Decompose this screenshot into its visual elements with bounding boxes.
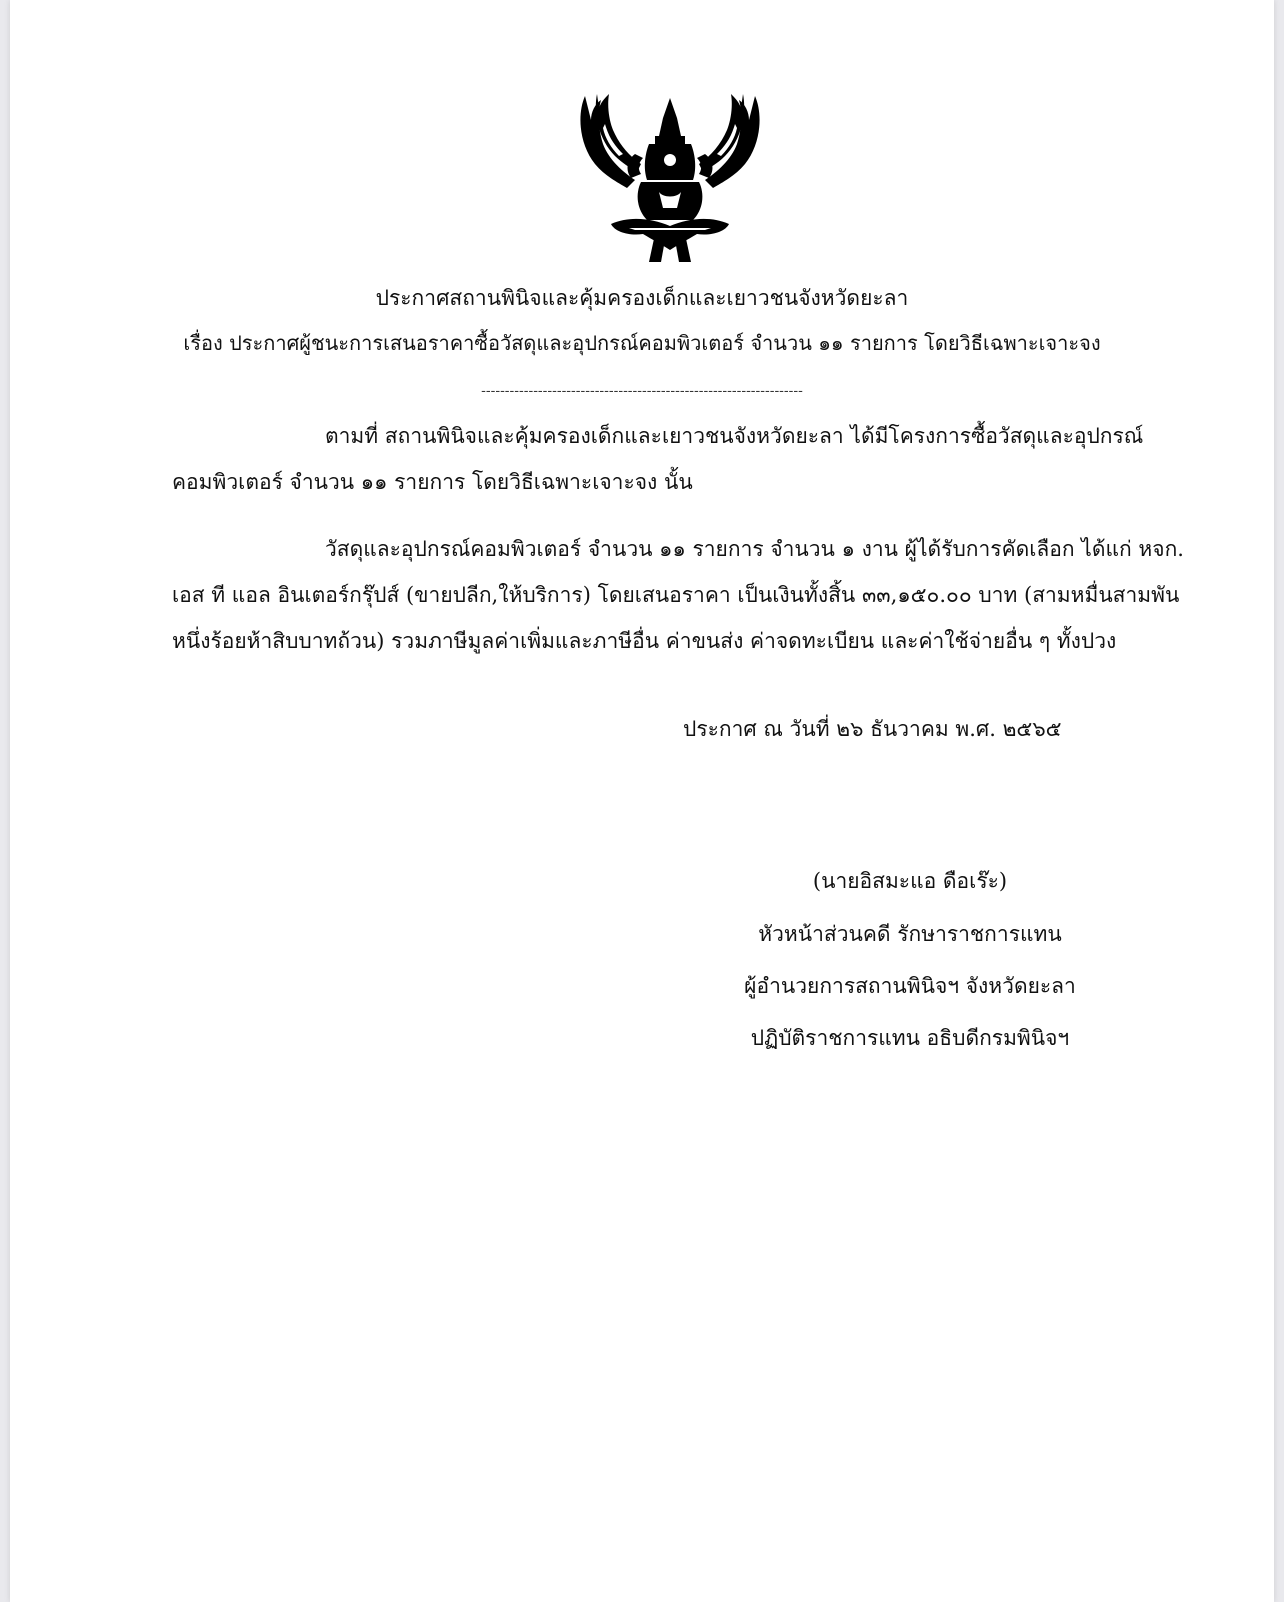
document-page bbox=[10, 0, 1274, 1602]
announcement-date: ประกาศ ณ วันที่ ๒๖ ธันวาคม พ.ศ. ๒๕๖๕ bbox=[683, 717, 1062, 741]
paragraph2-line1: วัสดุและอุปกรณ์คอมพิวเตอร์ จำนวน ๑๑ รายการ จำนวน ๑ งาน ผู้ได้รับการคัดเลือก ได้แก่ หจก. bbox=[325, 537, 1184, 561]
signatory-position-2: ผู้อำนวยการสถานพินิจฯ จังหวัดยะลา bbox=[744, 974, 1076, 998]
paragraph1-line2: คอมพิวเตอร์ จำนวน ๑๑ รายการ โดยวิธีเฉพาะเจาะจง นั้น bbox=[172, 470, 693, 494]
announcement-heading: ประกาศสถานพินิจและคุ้มครองเด็กและเยาวชนจังหวัดยะลา bbox=[375, 286, 909, 310]
garuda-emblem-icon bbox=[575, 84, 765, 266]
paragraph2-line2: เอส ที แอล อินเตอร์กรุ๊ปส์ (ขายปลีก,ให้บริการ) โดยเสนอราคา เป็นเงินทั้งสิ้น ๓๓,๑๕๐.๐๐ บาท (สามหมื่นสามพัน bbox=[172, 583, 1180, 607]
signatory-name: (นายอิสมะแอ ดือเร๊ะ) bbox=[812, 869, 1008, 893]
divider-line: -------------------------------------------------------------------- bbox=[481, 383, 803, 399]
signatory-position-3: ปฏิบัติราชการแทน อธิบดีกรมพินิจฯ bbox=[750, 1026, 1070, 1050]
signatory-position-1: หัวหน้าส่วนคดี รักษาราชการแทน bbox=[758, 922, 1062, 946]
announcement-subject: เรื่อง ประกาศผู้ชนะการเสนอราคาซื้อวัสดุและอุปกรณ์คอมพิวเตอร์ จำนวน ๑๑ รายการ โดยวิธีเฉพาะเจาะจง bbox=[183, 331, 1101, 355]
paragraph1-line1: ตามที่ สถานพินิจและคุ้มครองเด็กและเยาวชนจังหวัดยะลา ได้มีโครงการซื้อวัสดุและอุปกรณ์ bbox=[325, 424, 1144, 448]
paragraph2-line3: หนึ่งร้อยห้าสิบบาทถ้วน) รวมภาษีมูลค่าเพิ่มและภาษีอื่น ค่าขนส่ง ค่าจดทะเบียน และค่าใช้จ่ายอื่น ๆ ทั้งปวง bbox=[172, 629, 1117, 653]
